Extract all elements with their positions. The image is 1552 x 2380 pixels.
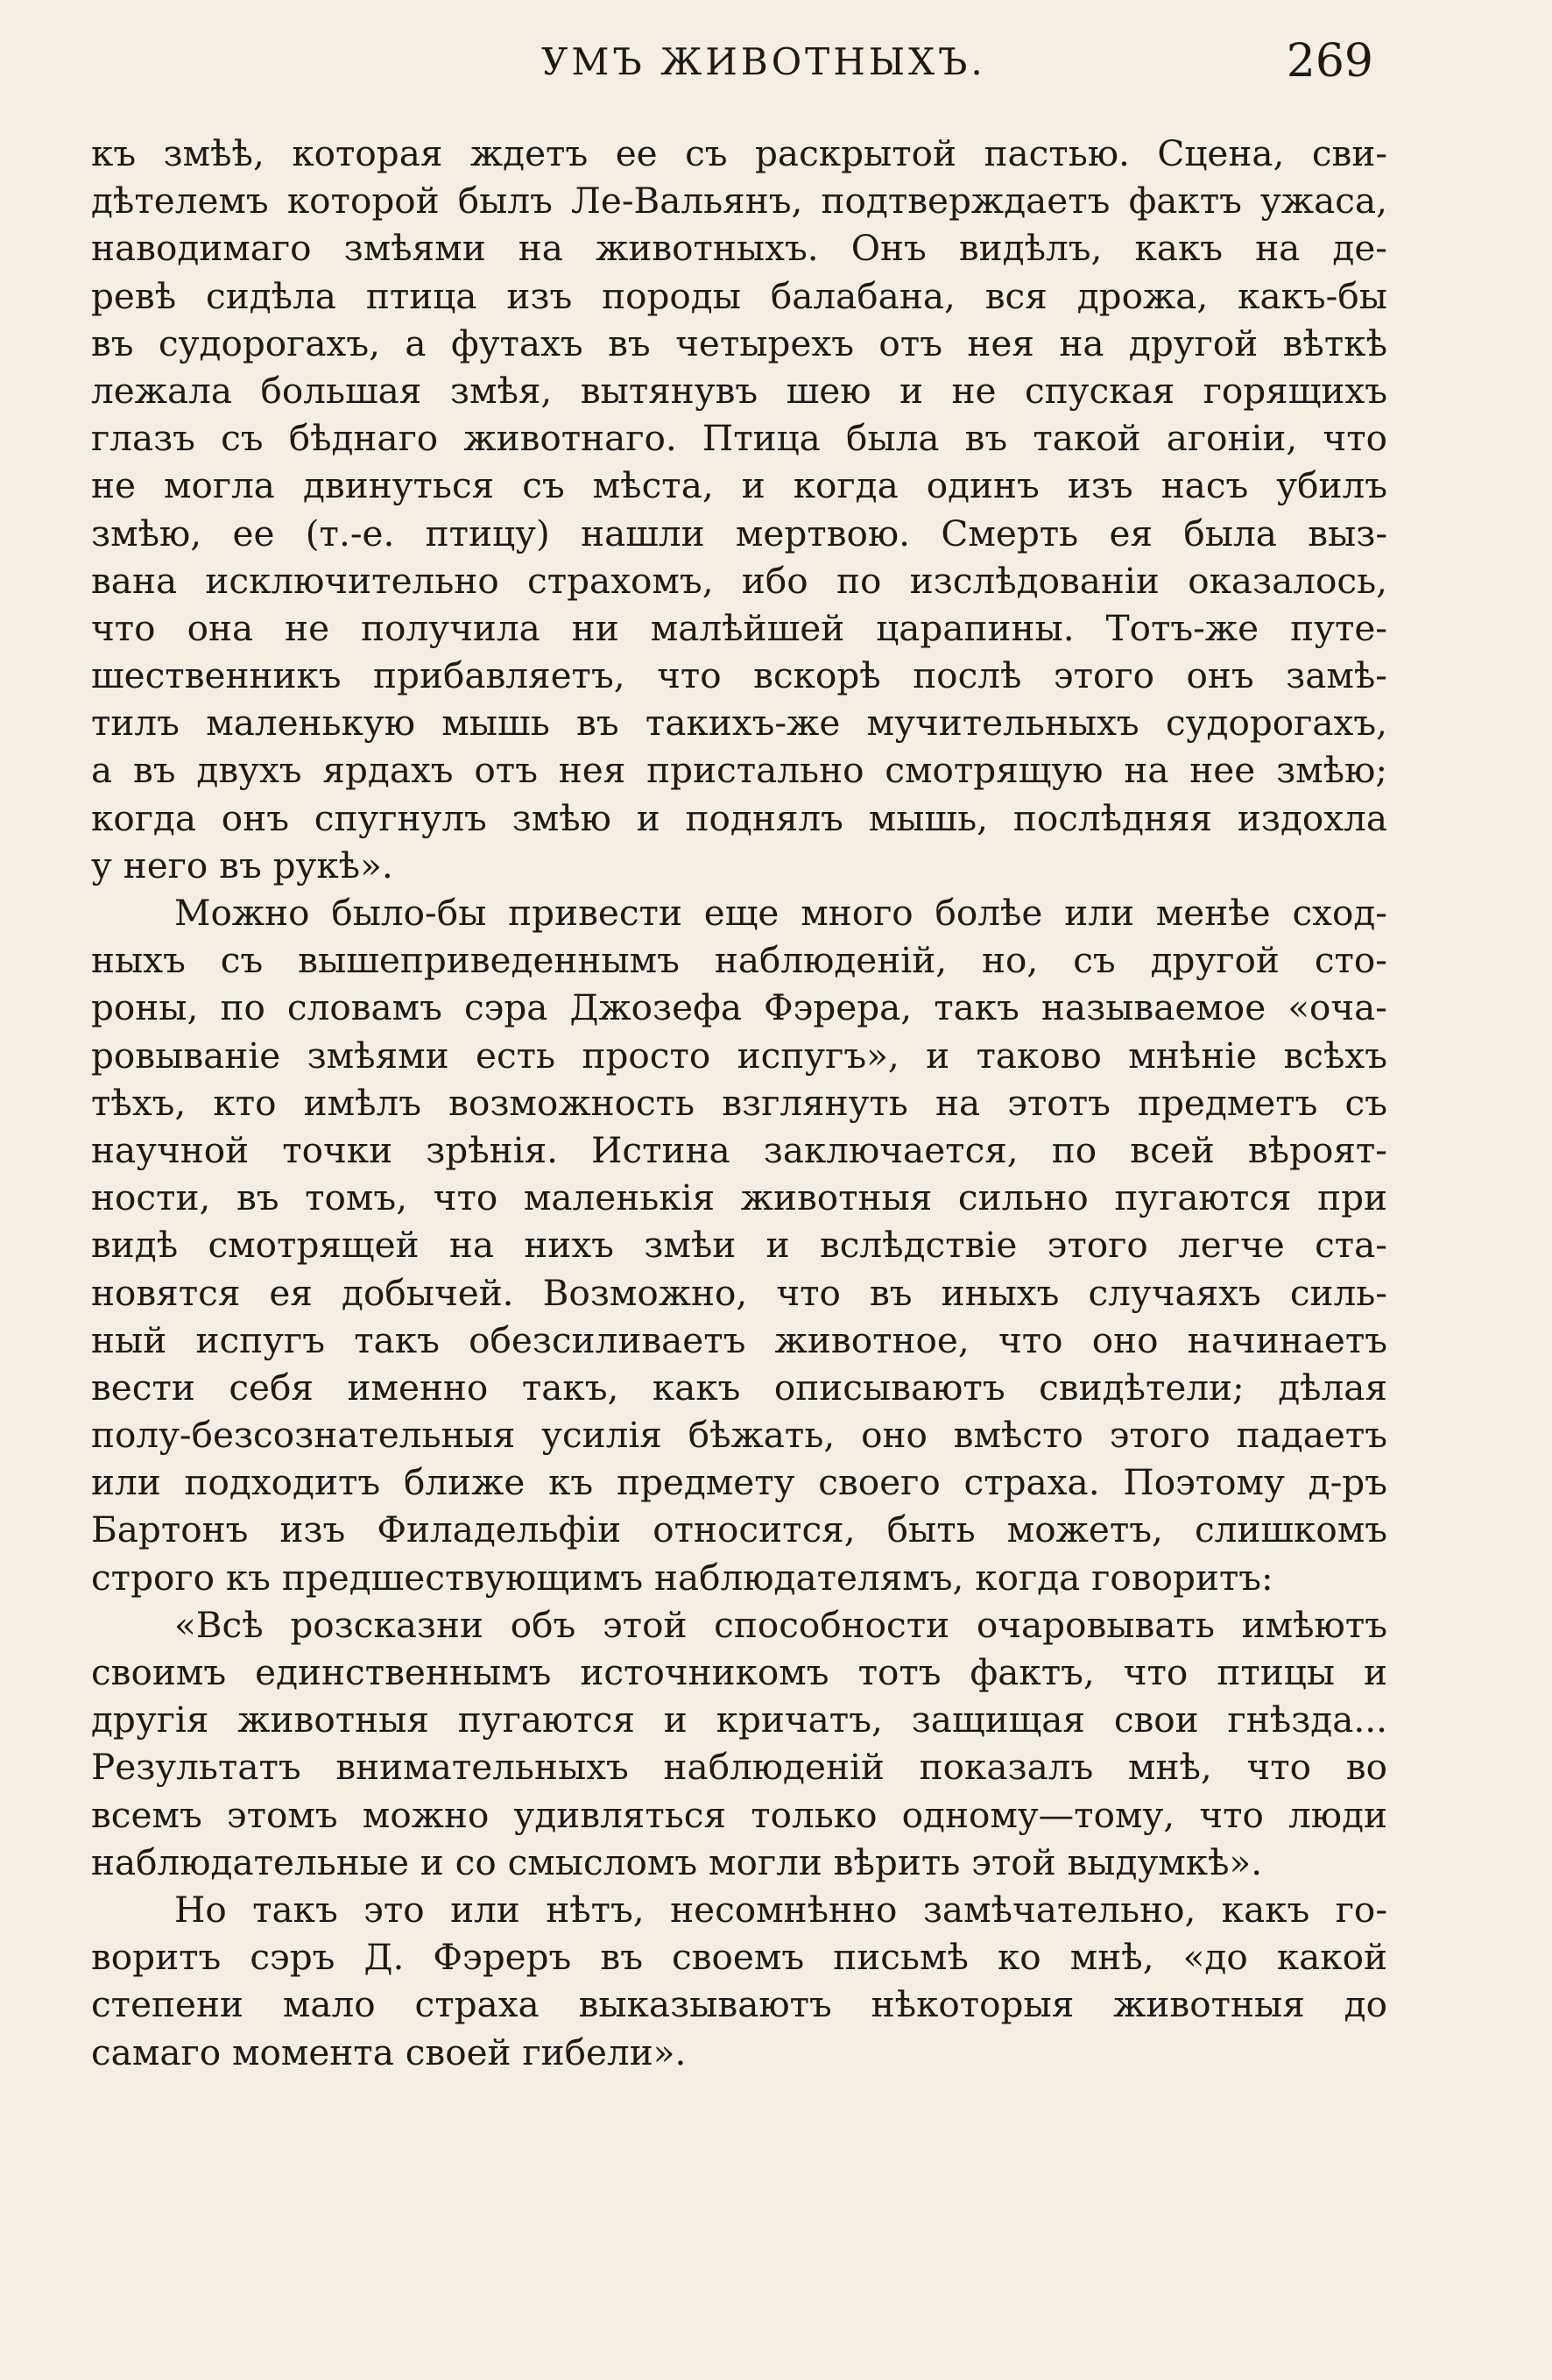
text-line: шественникъ прибавляетъ, что вскорѣ послѣ этого онъ замѣ- — [91, 654, 1387, 697]
text-line: ности, въ томъ, что маленькія животныя сильно пугаются при — [91, 1176, 1387, 1219]
text-line: всемъ этомъ можно удивляться только одному—тому, что люди — [91, 1793, 1387, 1836]
text-line: своимъ единственнымъ источникомъ тотъ фактъ, что птицы и — [91, 1651, 1387, 1693]
text-line: тилъ маленькую мышь въ такихъ-же мучительныхъ судорогахъ, — [91, 702, 1387, 745]
page-header — [95, 35, 1373, 88]
text-line: ревѣ сидѣла птица изъ породы балабана, вся дрожа, какъ-бы — [91, 274, 1387, 317]
text-line: въ судорогахъ, а футахъ въ четырехъ отъ нея на другой вѣткѣ — [91, 321, 1387, 364]
text-line: новятся ея добычей. Возможно, что въ иныхъ случаяхъ силь- — [91, 1271, 1387, 1314]
text-line: что она не получила ни малѣйшей царапины. Тотъ-же путе- — [91, 606, 1387, 649]
text-line: Результатъ внимательныхъ наблюденій показалъ мнѣ, что во — [91, 1746, 1387, 1789]
text-line: змѣю, ее (т.-е. птицу) нашли мертвою. Смерть ея была выз- — [91, 512, 1387, 554]
text-line: а въ двухъ ярдахъ отъ нея пристально смотрящую на нее змѣю; — [91, 749, 1387, 792]
text-line: Но такъ это или нѣтъ, несомнѣнно замѣчательно, какъ го- — [174, 1888, 1387, 1931]
text-line: не могла двинуться съ мѣста, и когда одинъ изъ насъ убилъ — [91, 464, 1387, 507]
text-line: ровываніе змѣями есть просто испугъ», и таково мнѣніе всѣхъ — [91, 1034, 1387, 1077]
text-line: научной точки зрѣнія. Истина заключается, по всей вѣроят- — [91, 1128, 1387, 1171]
text-line: наблюдательные и со смысломъ могли вѣрить этой выдумкѣ». — [91, 1840, 1263, 1883]
text-line: у него въ рукѣ». — [91, 844, 393, 886]
text-line: роны, по словамъ сэра Джозефа Фэрера, такъ называемое «оча- — [91, 986, 1387, 1029]
page-number: 269 — [1286, 35, 1373, 88]
text-line: ный испугъ такъ обезсиливаетъ животное, что оно начинаетъ — [91, 1318, 1387, 1361]
text-line: лежала большая змѣя, вытянувъ шею и не спуская горящихъ — [91, 369, 1387, 412]
text-line: Можно было-бы привести еще много болѣе или менѣе сход- — [174, 892, 1387, 934]
text-line: вести себя именно такъ, какъ описываютъ свидѣтели; дѣлая — [91, 1366, 1387, 1409]
text-line: ныхъ съ вышеприведеннымъ наблюденій, но, съ другой сто- — [91, 939, 1387, 982]
text-line: наводимаго змѣями на животныхъ. Онъ видѣлъ, какъ на де- — [91, 227, 1387, 270]
text-line: или подходитъ ближе къ предмету своего страха. Поэтому д-ръ — [91, 1461, 1387, 1504]
text-line: строго къ предшествующимъ наблюдателямъ, когда говоритъ: — [91, 1556, 1273, 1599]
text-line: другія животныя пугаются и кричатъ, защищая свои гнѣзда... — [91, 1698, 1387, 1741]
text-line: видѣ смотрящей на нихъ змѣи и вслѣдствіе этого легче ста- — [91, 1224, 1387, 1267]
text-line: дѣтелемъ которой былъ Ле-Вальянъ, подтверждаетъ фактъ ужаса, — [91, 180, 1387, 222]
body-text — [91, 130, 1387, 2076]
text-line: глазъ съ бѣднаго животнаго. Птица была въ такой агоніи, что — [91, 417, 1387, 460]
text-line: «Всѣ розсказни объ этой способности очаровывать имѣютъ — [174, 1603, 1387, 1646]
text-line: когда онъ спугнулъ змѣю и поднялъ мышь, послѣдняя издохла — [91, 796, 1387, 839]
running-title: УМЪ ЖИВОТНЫХЪ. — [541, 40, 986, 83]
text-line: самаго момента своей гибели». — [91, 2030, 687, 2073]
text-line: вана исключительно страхомъ, ибо по изслѣдованіи оказалось, — [91, 559, 1387, 602]
text-line: полу-безсознательныя усилія бѣжать, оно вмѣсто этого падаетъ — [91, 1414, 1387, 1457]
text-line: къ змѣѣ, которая ждетъ ее съ раскрытой пастью. Сцена, сви- — [91, 132, 1387, 174]
text-line: Бартонъ изъ Филадельфіи относится, быть можетъ, слишкомъ — [91, 1508, 1387, 1551]
text-line: степени мало страха выказываютъ нѣкоторыя животныя до — [91, 1983, 1387, 2026]
text-line: воритъ сэръ Д. Фэреръ въ своемъ письмѣ ко мнѣ, «до какой — [91, 1936, 1387, 1979]
text-line: тѣхъ, кто имѣлъ возможность взглянуть на этотъ предметъ съ — [91, 1081, 1387, 1124]
